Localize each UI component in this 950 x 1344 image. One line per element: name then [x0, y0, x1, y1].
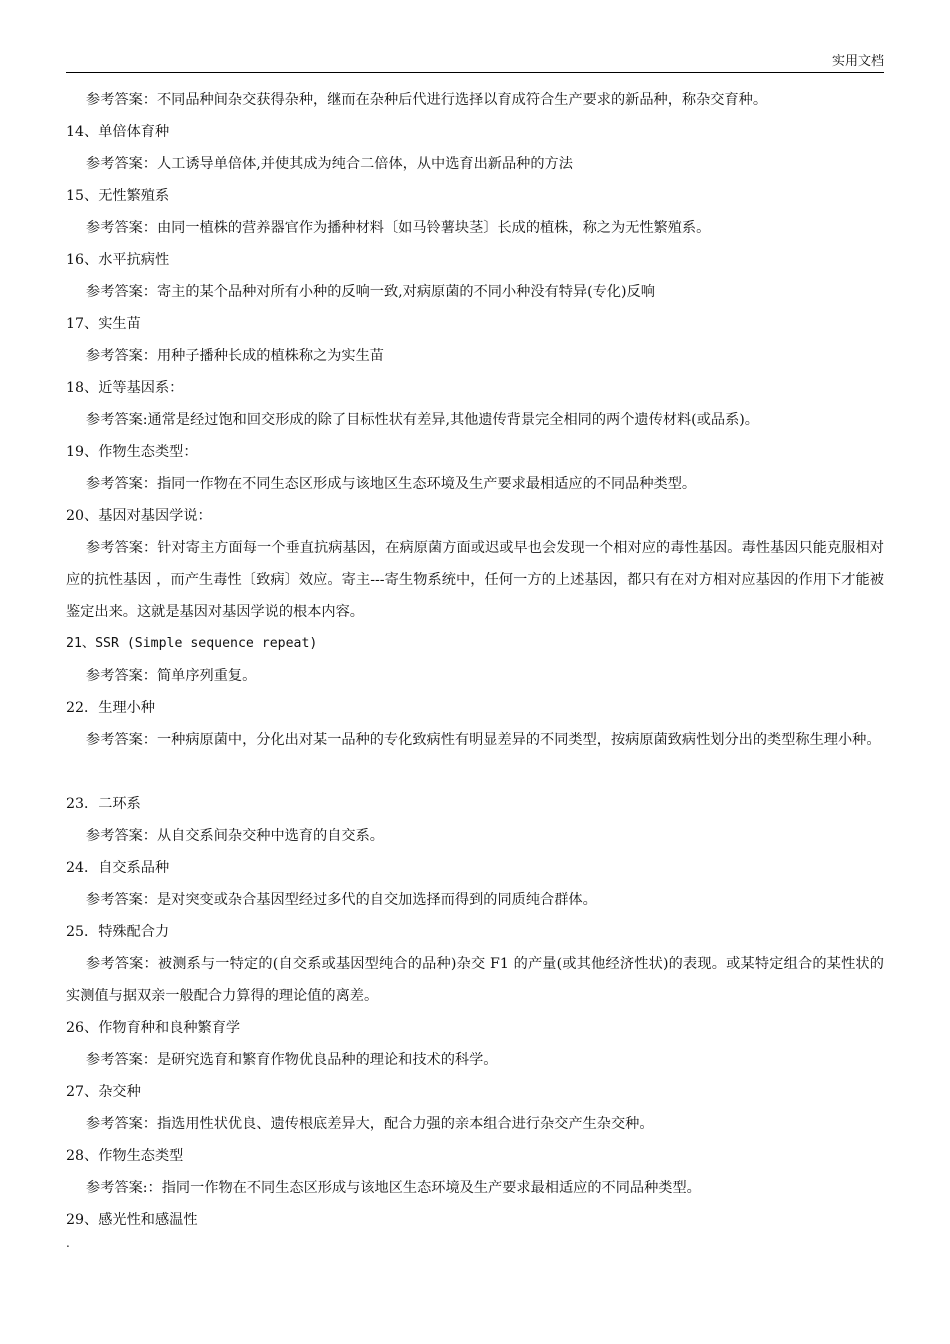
- page-header: [66, 54, 884, 73]
- term-28: 28、作物生态类型: [66, 1148, 184, 1164]
- term-15: 15、无性繁殖系: [66, 188, 170, 204]
- term-26: 26、作物育种和良种繁育学: [66, 1020, 241, 1036]
- answer-25: 参考答案：被测系与一特定的(自交系或基因型纯合的品种)杂交 F1 的产量(或其他经济性状)的表现。或某特定组合的某性状的实测值与据双亲一般配合力算得的理论值的离差。: [66, 956, 884, 1004]
- term-18: 18、近等基因系：: [66, 380, 184, 396]
- answer-16: 参考答案：寄主的某个品种对所有小种的反响一致,对病原菌的不同小种没有特异(专化)反响: [86, 284, 655, 300]
- answer-22: 参考答案：一种病原菌中，分化出对某一品种的专化致病性有明显差异的不同类型，按病原菌致病性划分出的类型称生理小种。: [86, 732, 881, 748]
- answer-23: 参考答案：从自交系间杂交种中选育的自交系。: [86, 828, 384, 844]
- term-21: 21、SSR (Simple sequence repeat): [66, 636, 318, 651]
- answer-26: 参考答案：是研究选育和繁育作物优良品种的理论和技术的科学。: [86, 1052, 498, 1068]
- term-22: 22．生理小种: [66, 700, 155, 716]
- answer-15: 参考答案：由同一植株的营养器官作为播种材料〔如马铃薯块茎〕长成的植株，称之为无性繁殖系。: [86, 220, 711, 236]
- answer-24: 参考答案：是对突变或杂合基因型经过多代的自交加选择而得到的同质纯合群体。: [86, 892, 597, 908]
- answer-20: 参考答案：针对寄主方面每一个垂直抗病基因，在病原菌方面或迟或早也会发现一个相对应的毒性基因。毒性基因只能克服相对应的抗性基因 ，而产生毒性〔致病〕效应。寄主---寄生物系统中，任何一方的上述基因，都只有在对方相对应基因的作用下才能被鉴定出来。这就是基因对基因学说的根本内容。: [66, 540, 884, 620]
- term-29: 29、感光性和感温性: [66, 1212, 198, 1228]
- term-23: 23．二环系: [66, 796, 141, 812]
- answer-27: 参考答案：指选用性状优良、遗传根底差异大，配合力强的亲本组合进行杂交产生杂交种。: [86, 1116, 654, 1132]
- header-text: 实用文档: [831, 54, 884, 69]
- answer-19: 参考答案：指同一作物在不同生态区形成与该地区生态环境及生产要求最相适应的不同品种类型。: [86, 476, 697, 492]
- answer-13: 参考答案：不同品种间杂交获得杂种，继而在杂种后代进行选择以育成符合生产要求的新品种，称杂交育种。: [86, 92, 768, 108]
- answer-28: 参考答案:：指同一作物在不同生态区形成与该地区生态环境及生产要求最相适应的不同品种类型。: [86, 1180, 701, 1196]
- term-19: 19、作物生态类型：: [66, 444, 198, 460]
- footer-mark: .: [66, 1236, 70, 1250]
- term-24: 24．自交系品种: [66, 860, 170, 876]
- answer-17: 参考答案：用种子播种长成的植株称之为实生苗: [86, 348, 384, 364]
- term-25: 25．特殊配合力: [66, 924, 170, 940]
- term-17: 17、实生苗: [66, 316, 141, 332]
- term-20: 20、基因对基因学说：: [66, 508, 212, 524]
- term-14: 14、单倍体育种: [66, 124, 170, 140]
- answer-14: 参考答案：人工诱导单倍体,并使其成为纯合二倍体，从中选育出新品种的方法: [86, 156, 573, 172]
- answer-21: 参考答案：简单序列重复。: [86, 668, 257, 684]
- term-27: 27、杂交种: [66, 1084, 141, 1100]
- term-16: 16、水平抗病性: [66, 252, 170, 268]
- answer-18: 参考答案:通常是经过饱和回交形成的除了目标性状有差异,其他遗传背景完全相同的两个遗传材料(或品系)。: [86, 412, 759, 428]
- document-body: [66, 84, 884, 1236]
